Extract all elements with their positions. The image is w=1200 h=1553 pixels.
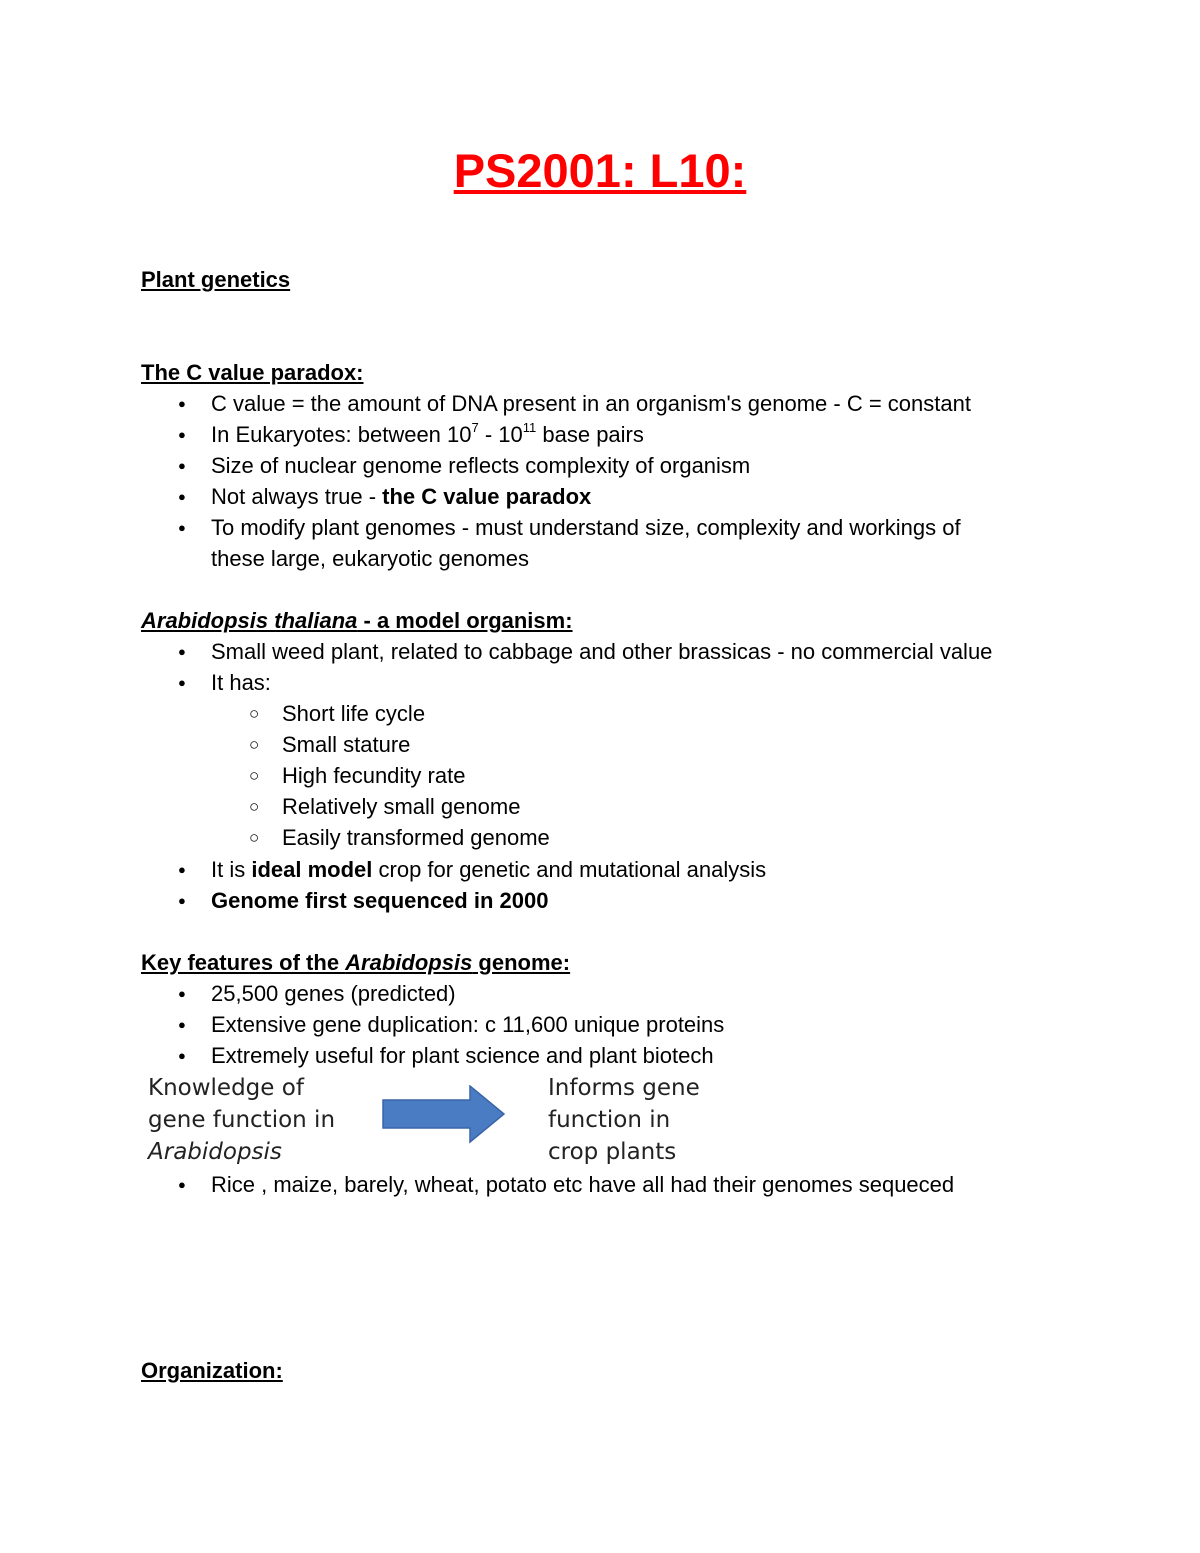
- sub-bullet-icon: ○: [249, 766, 260, 785]
- diagram-text-line: Informs gene: [548, 1075, 700, 1101]
- superscript: 7: [471, 419, 479, 435]
- bullet-icon: ●: [178, 427, 186, 442]
- arrow-shape: [383, 1086, 504, 1142]
- text-run: - 10: [478, 422, 523, 447]
- sub-list-item: Easily transformed genome: [282, 825, 550, 850]
- bullet-icon: ●: [178, 1177, 186, 1192]
- list-item: Extensive gene duplication: c 11,600 unique proteins: [211, 1012, 725, 1037]
- heading-c-value-paradox: The C value paradox:: [141, 360, 364, 385]
- text-run: It is: [211, 857, 252, 882]
- right-arrow-icon: [382, 1085, 506, 1145]
- text-run: - a model organism:: [357, 608, 573, 633]
- page-title: PS2001: L10:: [453, 144, 747, 197]
- sub-bullet-icon: ○: [249, 797, 260, 816]
- diagram-left-text: [148, 1072, 335, 1168]
- list-item: Small weed plant, related to cabbage and other brassicas - no commercial value: [211, 639, 993, 664]
- bullet-icon: ●: [178, 489, 186, 504]
- text-run: base pairs: [536, 422, 644, 447]
- text-run: Not always true -: [211, 484, 383, 509]
- bullet-icon: ●: [178, 675, 186, 690]
- sub-list-item: High fecundity rate: [282, 763, 466, 788]
- superscript: 11: [522, 419, 537, 435]
- heading-plant-genetics: Plant genetics: [141, 267, 291, 292]
- text-run: genome:: [472, 950, 571, 975]
- list-item: Rice , maize, barely, wheat, potato etc have all had their genomes sequeced: [211, 1172, 955, 1197]
- heading-organization: Organization:: [141, 1358, 283, 1383]
- bullet-icon: ●: [178, 520, 186, 535]
- bullet-icon: ●: [178, 862, 186, 877]
- list-item: Size of nuclear genome reflects complexity of organism: [211, 453, 751, 478]
- sub-list-item: Short life cycle: [282, 701, 426, 726]
- text-run: crop for genetic and mutational analysis: [372, 857, 767, 882]
- sub-list-item: Relatively small genome: [282, 794, 521, 819]
- bullet-icon: ●: [178, 644, 186, 659]
- text-run: In Eukaryotes: between 10: [211, 422, 472, 447]
- list-item: [211, 482, 591, 512]
- diagram-text-line: function in: [548, 1107, 671, 1133]
- list-item: Genome first sequenced in 2000: [211, 888, 549, 913]
- bold-text: ideal model: [251, 857, 373, 882]
- bullet-icon: ●: [178, 396, 186, 411]
- bullet-icon: ●: [178, 1017, 186, 1032]
- heading-arabidopsis: [141, 606, 573, 636]
- list-item-continuation: these large, eukaryotic genomes: [211, 546, 529, 571]
- text-run: Key features of the: [141, 950, 346, 975]
- list-item: To modify plant genomes - must understand size, complexity and workings of: [211, 515, 961, 540]
- list-item: C value = the amount of DNA present in an organism's genome - C = constant: [211, 391, 971, 416]
- bullet-icon: ●: [178, 893, 186, 908]
- list-item: 25,500 genes (predicted): [211, 981, 456, 1006]
- diagram-text-line: gene function in: [148, 1107, 336, 1133]
- italic-text: Arabidopsis: [345, 950, 473, 975]
- sub-bullet-icon: ○: [249, 828, 260, 847]
- list-item: Extremely useful for plant science and plant biotech: [211, 1043, 714, 1068]
- heading-key-features: [141, 948, 570, 978]
- sub-bullet-icon: ○: [249, 704, 260, 723]
- sub-list-item: Small stature: [282, 732, 411, 757]
- list-item: [211, 420, 644, 450]
- sub-bullet-icon: ○: [249, 735, 260, 754]
- bullet-icon: ●: [178, 986, 186, 1001]
- list-item: It has:: [211, 670, 271, 695]
- diagram-text-line: Arabidopsis: [148, 1139, 282, 1165]
- bullet-icon: ●: [178, 458, 186, 473]
- diagram-text-line: crop plants: [548, 1139, 677, 1165]
- bold-text: the C value paradox: [382, 484, 592, 509]
- bullet-icon: ●: [178, 1048, 186, 1063]
- diagram-text-line: Knowledge of: [148, 1075, 304, 1101]
- italic-text: Arabidopsis thaliana: [141, 608, 358, 633]
- list-item: [211, 855, 766, 885]
- diagram-right-text: [548, 1072, 700, 1168]
